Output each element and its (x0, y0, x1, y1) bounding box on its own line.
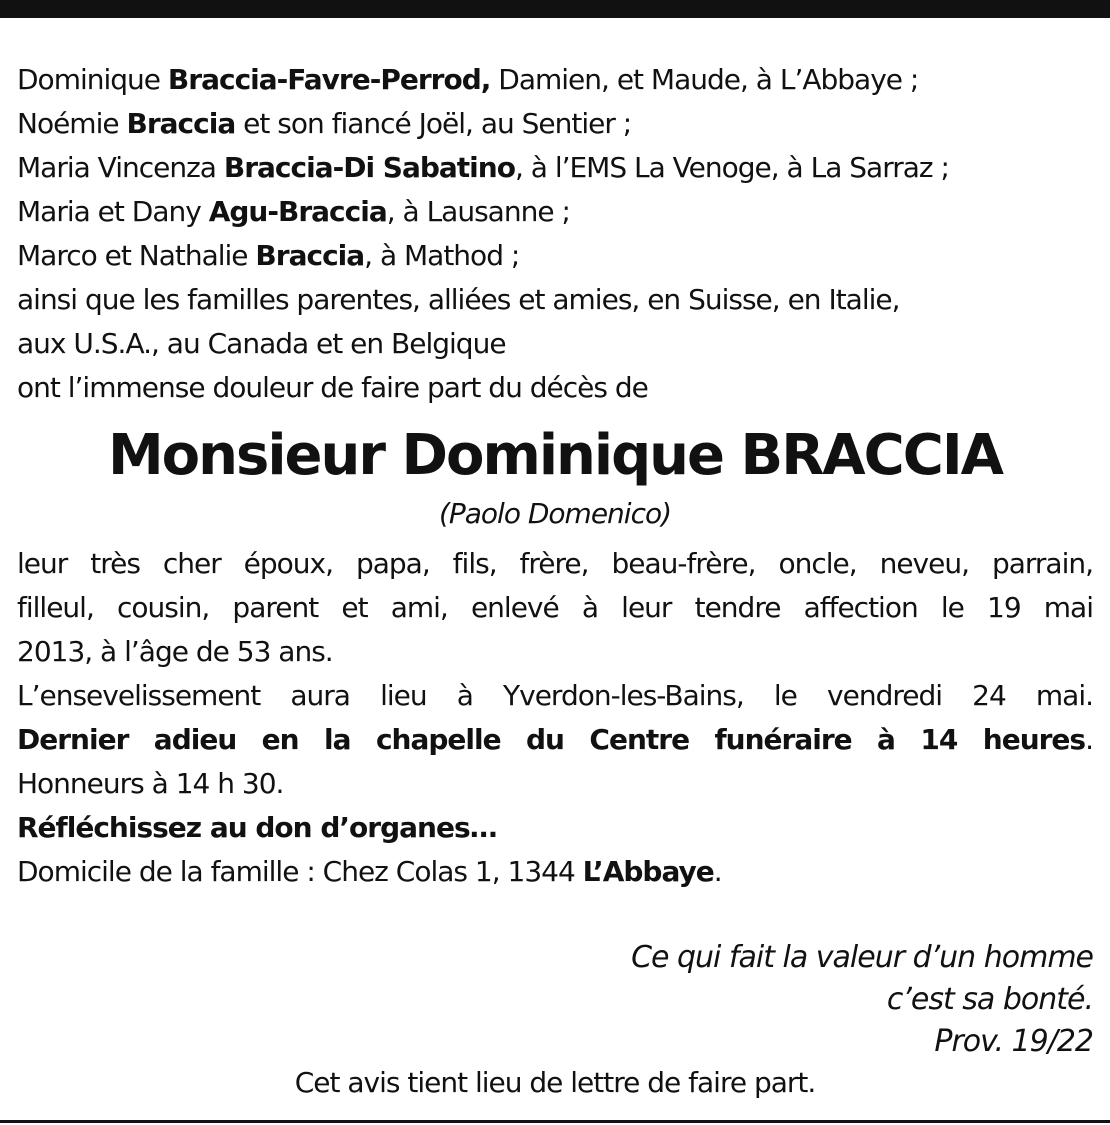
family-line-1 (17, 58, 1093, 102)
farewell-text: Dernier adieu en la chapelle du Centre funéraire à 14 heures (17, 723, 1086, 756)
quote-reference: Prov. 19/22 (934, 1024, 1093, 1059)
family-line-4-pre: Maria et Dany (17, 195, 209, 228)
tribute-line-2: filleul, cousin, parent et ami, enlevé à leur tendre affection le 19 mai (17, 591, 1093, 624)
relatives-line-1: ainsi que les familles parentes, alliées et amies, en Suisse, en Italie, (17, 283, 900, 316)
spacer (17, 894, 1093, 937)
family-line-4-post: , à Lausanne ; (386, 195, 570, 228)
family-line-2 (17, 102, 1093, 146)
family-line-5-name: Braccia (255, 239, 365, 272)
family-line-5-pre: Marco et Nathalie (17, 239, 256, 272)
quote-line-2: c’est sa bonté. (886, 982, 1093, 1017)
domicile-address: Domicile de la famille : Chez Colas 1, 1344 (17, 855, 583, 888)
family-line-2-name: Braccia (126, 107, 236, 140)
tribute-line-3: 2013, à l’âge de 53 ans. (17, 635, 333, 668)
farewell-line (17, 718, 1093, 762)
family-line-2-post: et son fiancé Joël, au Sentier ; (235, 107, 632, 140)
death-notice (17, 58, 1093, 1103)
bottom-border-rule (0, 1120, 1110, 1123)
family-line-1-name: Braccia-Favre-Perrod, (167, 63, 491, 96)
quote-line-1: Ce qui fait la valeur d’un homme (631, 940, 1093, 975)
deceased-alias: (Paolo Domenico) (438, 497, 672, 530)
family-line-3-name: Braccia-Di Sabatino (223, 151, 515, 184)
domicile-town: L’Abbaye (582, 855, 714, 888)
domicile-line (17, 850, 1093, 894)
organ-donation-line: Réfléchissez au don d’organes… (17, 811, 497, 844)
burial-line: L’ensevelissement aura lieu à Yverdon-les-Bains, le vendredi 24 mai. (17, 679, 1093, 712)
relatives-line-2: aux U.S.A., au Canada et en Belgique (17, 327, 506, 360)
footer-note: Cet avis tient lieu de lettre de faire part. (294, 1066, 816, 1099)
tribute-line-1: leur très cher époux, papa, fils, frère, beau-frère, oncle, neveu, parrain, (17, 547, 1093, 580)
family-line-2-pre: Noémie (17, 107, 127, 140)
farewell-period: . (1085, 723, 1093, 756)
family-line-1-pre: Dominique (17, 63, 168, 96)
family-line-1-post: Damien, et Maude, à L’Abbaye ; (490, 63, 919, 96)
announcement-line: ont l’immense douleur de faire part du décès de (17, 371, 648, 404)
top-border-rule (0, 0, 1110, 18)
family-line-5-post: , à Mathod ; (364, 239, 520, 272)
domicile-period: . (713, 855, 722, 888)
family-line-3 (17, 146, 1093, 190)
family-line-4 (17, 190, 1093, 234)
family-line-5 (17, 234, 1093, 278)
honours-line: Honneurs à 14 h 30. (17, 767, 284, 800)
family-line-4-name: Agu-Braccia (208, 195, 387, 228)
family-line-3-pre: Maria Vincenza (17, 151, 224, 184)
deceased-name: Monsieur Dominique BRACCIA (107, 423, 1003, 488)
family-line-3-post: , à l’EMS La Venoge, à La Sarraz ; (514, 151, 949, 184)
